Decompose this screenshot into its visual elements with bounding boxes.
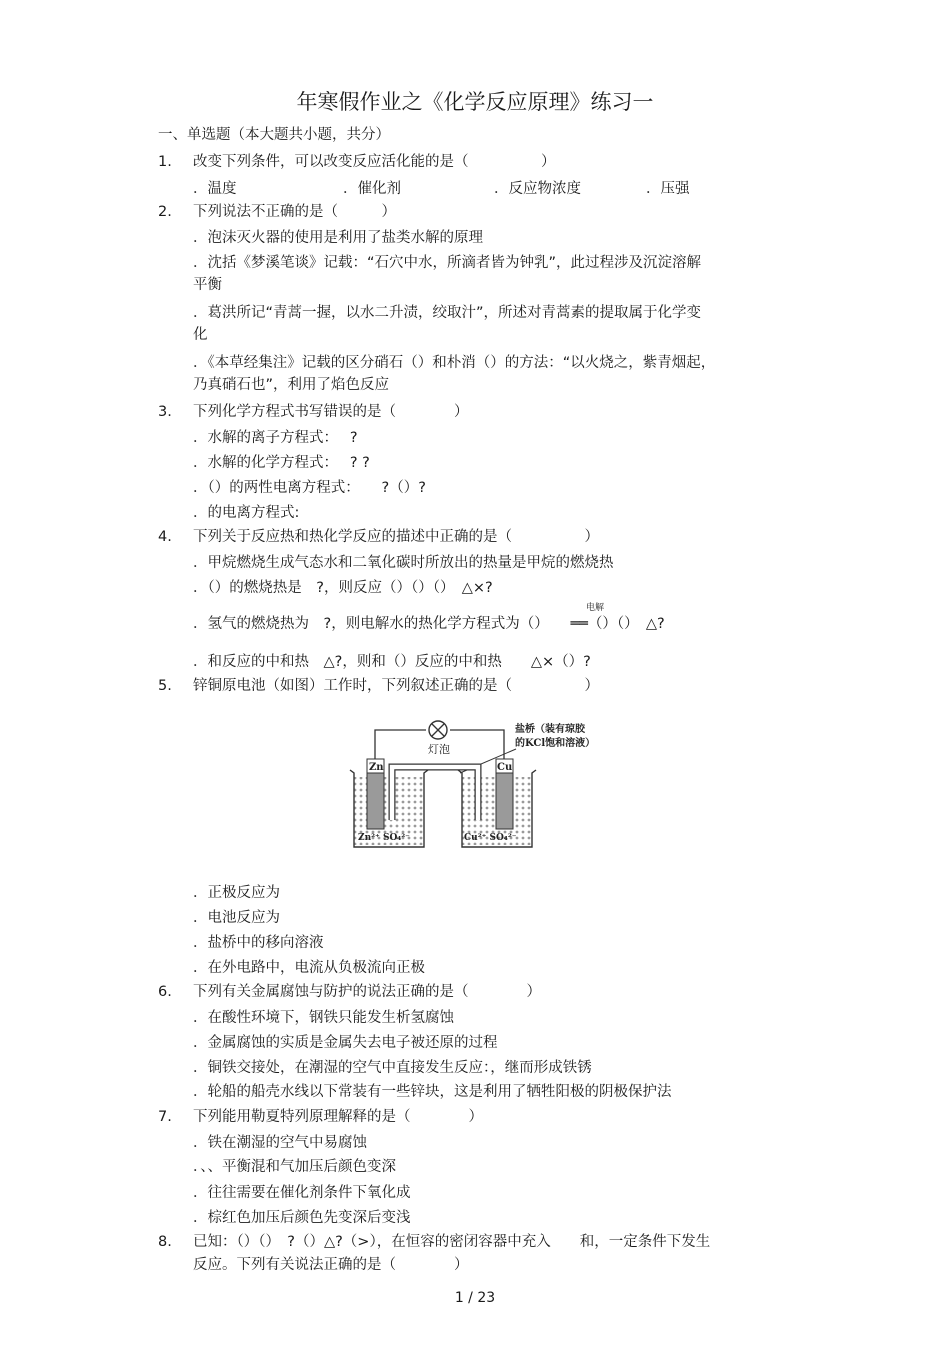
option-b: ．电池反应为 xyxy=(193,910,280,926)
option-c: ．反应物浓度 xyxy=(494,181,581,197)
section-heading: 一、单选题（本大题共小题，共分） xyxy=(158,127,390,143)
salt-bridge-label-2: 的KCl饱和溶液） xyxy=(515,738,596,749)
option-c: ．（）的两性电离方程式： ?（）? xyxy=(193,480,426,496)
option-a: ．在酸性环境下，钢铁只能发生析氢腐蚀 xyxy=(193,1010,454,1026)
question-stem: 下列化学方程式书写错误的是（ ） xyxy=(193,404,469,420)
question-stem: 下列关于反应热和热化学反应的描述中正确的是（ ） xyxy=(193,529,599,545)
question-number: 6. xyxy=(158,984,172,1000)
question-stem: 下列能用勒夏特列原理解释的是（ ） xyxy=(193,1109,483,1125)
option-a: ．甲烷燃烧生成气态水和二氧化碳时所放出的热量是甲烷的燃烧热 xyxy=(193,555,614,571)
question-stem: 改变下列条件，可以改变反应活化能的是（ ） xyxy=(193,154,556,170)
question-stem: 锌铜原电池（如图）工作时，下列叙述正确的是（ ） xyxy=(193,678,599,694)
question-number: 7. xyxy=(158,1109,172,1125)
left-ions-label: Zn²⁺ SO₄²⁻ xyxy=(358,833,410,843)
salt-bridge-label: 盐桥（装有琼胶 xyxy=(515,724,585,735)
option-b: ．金属腐蚀的实质是金属失去电子被还原的过程 xyxy=(193,1035,498,1051)
option-c: ．氢气的燃烧热为 ?，则电解水的热化学方程式为（） ══（）（） △? xyxy=(193,616,665,632)
question-number: 4. xyxy=(158,529,172,545)
page-title: 年寒假作业之《化学反应原理》练习一 xyxy=(296,90,654,114)
question-stem: 下列有关金属腐蚀与防护的说法正确的是（ ） xyxy=(193,984,541,1000)
option-c: ．盐桥中的移向溶液 xyxy=(193,935,324,951)
zinc-label: Zn xyxy=(369,762,384,773)
option-c-cont: 化 xyxy=(193,327,208,343)
option-b: ．催化剂 xyxy=(343,181,401,197)
question-number: 5. xyxy=(158,678,172,694)
question-stem: 已知：（）（） ?（）△?（>），在恒容的密闭容器中充入 和，一定条件下发生 xyxy=(193,1234,711,1250)
option-d: ．轮船的船壳水线以下常装有一些锌块，这是利用了牺牲阳极的阴极保护法 xyxy=(193,1084,672,1100)
option-d: ．压强 xyxy=(646,181,690,197)
option-c: ．葛洪所记“青蒿一握，以水二升渍，绞取汁”，所述对青蒿素的提取属于化学变 xyxy=(193,305,702,321)
electrolysis-note: 电解 xyxy=(586,603,605,613)
option-b: ．沈括《梦溪笔谈》记载：“石穴中水，所滴者皆为钟乳”，此过程涉及沉淀溶解 xyxy=(193,255,702,271)
option-d-cont: 乃真硝石也”，利用了焰色反应 xyxy=(193,377,390,393)
option-d: ．棕红色加压后颜色先变深后变浅 xyxy=(193,1210,411,1226)
option-b-cont: 平衡 xyxy=(193,277,222,293)
option-b: ．、、平衡混和气加压后颜色变深 xyxy=(193,1159,396,1175)
question-stem: 下列说法不正确的是（ ） xyxy=(193,204,396,220)
option-a: ．温度 xyxy=(193,181,237,197)
option-a: ．正极反应为 xyxy=(193,885,280,901)
option-d: ．和反应的中和热 △?，则和（）反应的中和热 △×（）? xyxy=(193,654,591,670)
option-b: ．水解的化学方程式： ? ? xyxy=(193,455,370,471)
question-number: 3. xyxy=(158,404,172,420)
option-d: ．的电离方程式: xyxy=(193,505,300,521)
option-b: ．（）的燃烧热是 ?，则反应（）（）（） △×? xyxy=(193,580,493,596)
copper-label: Cu xyxy=(497,762,513,773)
option-c: ．铜铁交接处，在潮湿的空气中直接发生反应：，继而形成铁锈 xyxy=(193,1060,592,1076)
bulb-label: 灯泡 xyxy=(428,743,450,756)
option-a: ．泡沫灭火器的使用是利用了盐类水解的原理 xyxy=(193,230,483,246)
question-number: 1. xyxy=(158,154,172,170)
galvanic-cell-figure xyxy=(340,715,610,855)
option-a: ．水解的离子方程式： ? xyxy=(193,430,358,446)
question-number: 2. xyxy=(158,204,172,220)
question-stem-cont: 反应。下列有关说法正确的是（ ） xyxy=(193,1257,469,1273)
right-ions-label: Cu²⁺ SO₄²⁻ xyxy=(464,833,517,843)
option-c: ．往往需要在催化剂条件下氧化成 xyxy=(193,1185,411,1201)
page-number: 1 / 23 xyxy=(454,1290,496,1306)
option-d: ．《本草经集注》记载的区分硝石（）和朴消（）的方法：“以火烧之，紫青烟起， xyxy=(193,355,716,371)
option-d: ．在外电路中，电流从负极流向正极 xyxy=(193,960,425,976)
option-a: ．铁在潮湿的空气中易腐蚀 xyxy=(193,1135,367,1151)
question-number: 8. xyxy=(158,1234,172,1250)
